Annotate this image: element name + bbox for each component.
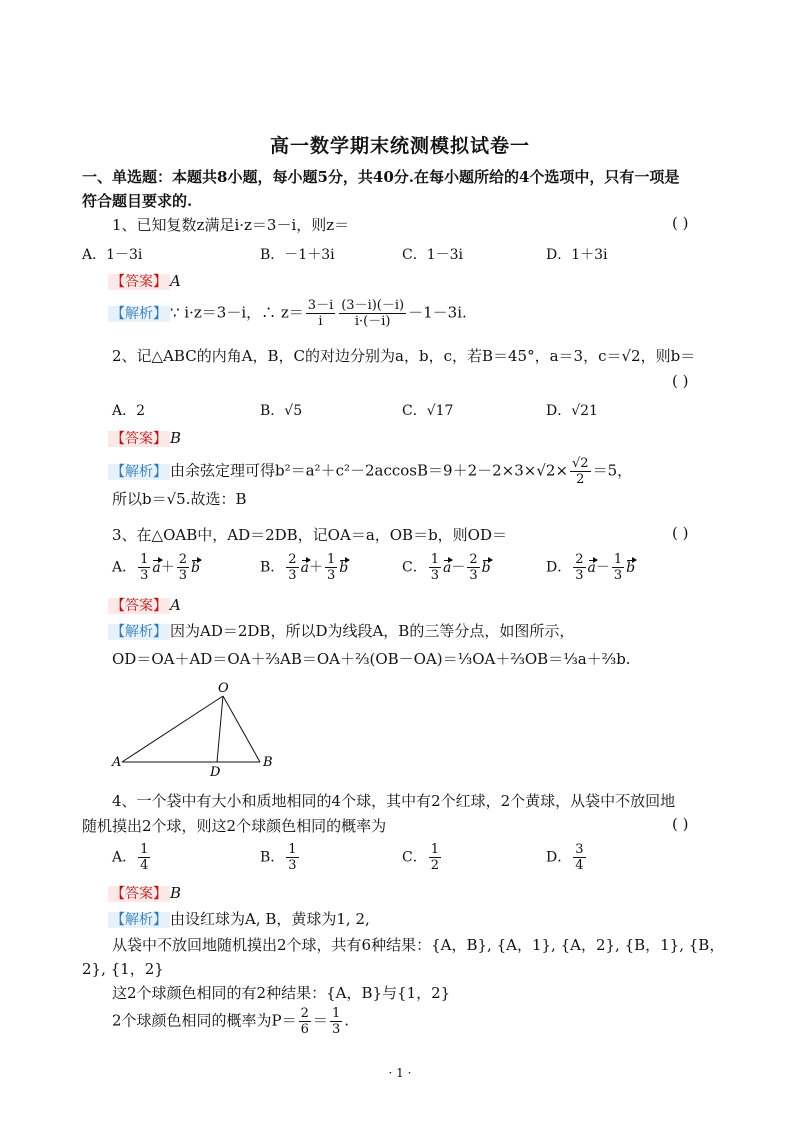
q3-c-v1: a — [443, 559, 452, 576]
q4-b-frac — [286, 842, 298, 873]
q1-analysis-pre: ∵ i·z＝3－i，∴ z＝ — [170, 303, 304, 322]
q1-option-c: C．1－3i — [402, 247, 464, 263]
q4-analysis-line5-pre: 2个球颜色相同的概率为P＝ — [112, 1011, 297, 1030]
q1-option-d: D．1＋3i — [546, 247, 608, 263]
q3-d-c2: 1 — [613, 552, 623, 567]
q3-stem — [112, 524, 507, 545]
q4-p-frac1 — [299, 1006, 311, 1037]
triangle-oab-figure — [110, 680, 290, 780]
q4-option-a-label: A． — [112, 849, 137, 866]
q3-a-d2: 3 — [178, 568, 188, 583]
q2-option-c: C．√17 — [402, 403, 454, 419]
q4-option-c-label: C． — [402, 849, 427, 866]
q3-b-d2: 3 — [326, 568, 336, 583]
analysis-tag: 【解析】 — [108, 624, 170, 640]
q1-answer-paren: ( ) — [672, 214, 689, 232]
q4-c-num: 1 — [430, 842, 439, 857]
answer-tag: 【答案】 — [108, 274, 170, 290]
q4-analysis-line5 — [112, 1006, 349, 1037]
q3-option-d — [546, 552, 635, 583]
q4-d-num: 3 — [575, 842, 584, 857]
label-b: B — [263, 755, 273, 770]
q4-answer: B — [170, 884, 182, 902]
q3-b-frac2 — [325, 552, 337, 583]
segment-ao — [122, 696, 223, 762]
q3-d-d1: 3 — [575, 568, 584, 583]
q3-c-frac1 — [429, 552, 441, 583]
section-heading-line2: 符合题目要求的. — [82, 192, 193, 210]
q3-d-v1: a — [587, 559, 596, 576]
q1-analysis-line — [108, 298, 467, 329]
q4-p-frac2 — [330, 1006, 342, 1037]
q4-d-frac — [573, 842, 585, 873]
q2-answer-paren: ( ) — [672, 372, 689, 390]
q3-c-d1: 3 — [430, 568, 439, 583]
q3-option-c-label: C． — [402, 559, 427, 576]
answer-tag: 【答案】 — [108, 598, 170, 614]
q4-d-den: 4 — [575, 858, 584, 873]
q4-c-den: 2 — [430, 858, 439, 873]
q1-frac1 — [306, 298, 335, 329]
q2-option-a: A．2 — [112, 403, 146, 419]
q1-analysis-post: －1－3i. — [408, 303, 467, 322]
section-heading-line1: 一、单选题：本题共8小题，每小题5分，共40分.在每小题所给的4个选项中，只有一项是 — [82, 168, 680, 186]
q2-analysis-line — [108, 456, 632, 487]
q4-p-eq: ＝ — [312, 1011, 328, 1030]
q3-d-c1: 2 — [575, 552, 584, 567]
q3-c-d2: 3 — [469, 568, 478, 583]
q2-analysis-line2: 所以b＝√5.故选：B — [112, 490, 247, 508]
q1-option-b: B．－1＋3i — [260, 247, 335, 263]
label-d: D — [210, 765, 221, 780]
q3-a-frac2 — [177, 552, 189, 583]
q4-analysis-line2: 从袋中不放回地随机摸出2个球，共有6种结果：{A，B}, {A，1}, {A，2}, {B，1}, {B， — [112, 936, 725, 954]
q2-frac-num: √2 — [572, 456, 589, 471]
q3-option-d-label: D． — [546, 559, 572, 576]
q4-analysis-text: 由设红球为A, B，黄球为1, 2, — [170, 910, 370, 928]
q3-option-a — [112, 552, 200, 583]
q1-answer-line — [108, 271, 181, 291]
q3-c-c1: 1 — [430, 552, 439, 567]
q3-d-frac1 — [573, 552, 585, 583]
q3-a-sign: ＋ — [160, 559, 175, 576]
q4-p-num2: 1 — [331, 1006, 341, 1021]
q2-analysis-post: ＝5， — [592, 461, 633, 480]
segment-ob — [223, 696, 260, 762]
q3-option-c — [402, 552, 491, 583]
q3-option-b-label: B． — [260, 559, 285, 576]
q4-analysis-line4: 这2个球颜色相同的有2种结果：{A，B}与{1，2} — [112, 984, 451, 1002]
q4-answer-line — [108, 883, 181, 903]
q3-answer-paren: ( ) — [672, 524, 689, 542]
q4-analysis-line1 — [108, 908, 370, 929]
q3-b-frac1 — [286, 552, 298, 583]
q4-option-c — [402, 842, 443, 873]
q3-c-sign: － — [451, 559, 466, 576]
q4-b-num: 1 — [288, 842, 297, 857]
q3-b-c1: 2 — [288, 552, 297, 567]
page-number: · 1 · — [388, 1066, 412, 1080]
label-o: O — [218, 681, 229, 696]
q3-c-frac2 — [467, 552, 479, 583]
q2-stem: 2、记△ABC的内角A，B，C的对边分别为a，b，c，若B＝45°，a＝3，c＝√2，则b＝ — [112, 347, 696, 365]
q4-analysis-line3: 2}, {1，2} — [82, 960, 164, 978]
q4-option-d — [546, 842, 588, 873]
q3-a-frac1 — [138, 552, 150, 583]
q4-p-den2: 3 — [331, 1022, 341, 1037]
q3-a-d1: 3 — [140, 568, 149, 583]
q3-b-sign: ＋ — [308, 559, 323, 576]
q3-d-frac2 — [612, 552, 624, 583]
q3-d-sign: － — [595, 559, 610, 576]
analysis-tag: 【解析】 — [108, 306, 170, 322]
q4-option-b — [260, 842, 301, 873]
q4-c-frac — [429, 842, 441, 873]
q2-option-b: B．√5 — [260, 403, 303, 419]
q4-stem-line2: 随机摸出2个球，则这2个球颜色相同的概率为 — [82, 817, 387, 835]
q1-answer: A — [170, 272, 181, 290]
q1-frac2 — [339, 298, 406, 329]
segment-od — [217, 696, 223, 762]
q3-c-v2: b — [481, 559, 491, 576]
q2-frac-den: 2 — [576, 472, 585, 487]
answer-tag: 【答案】 — [108, 431, 170, 447]
q4-p-end: . — [344, 1011, 349, 1030]
q4-a-num: 1 — [140, 842, 149, 857]
q4-option-a — [112, 842, 152, 873]
q1-frac2-den: i·(－i) — [354, 314, 391, 329]
q4-p-den1: 6 — [300, 1022, 309, 1037]
q2-answer: B — [170, 429, 182, 447]
q4-option-b-label: B． — [260, 849, 285, 866]
q1-option-a: A．1－3i — [82, 247, 143, 263]
q3-answer: A — [170, 596, 181, 614]
q3-b-d1: 3 — [288, 568, 297, 583]
q3-answer-line — [108, 595, 181, 615]
analysis-tag: 【解析】 — [108, 464, 170, 480]
q3-b-c2: 1 — [326, 552, 336, 567]
answer-tag: 【答案】 — [108, 886, 170, 902]
q4-b-den: 3 — [288, 858, 297, 873]
q3-a-c1: 1 — [140, 552, 149, 567]
q2-analysis-pre: 由余弦定理可得b²＝a²＋c²－2accosB＝9＋2－2×3×√2× — [170, 461, 569, 480]
q3-analysis-line1 — [108, 620, 574, 641]
q3-a-v1: a — [152, 559, 161, 576]
q3-d-v2: b — [626, 559, 636, 576]
page-title: 高一数学期末统测模拟试卷一 — [269, 135, 530, 157]
q3-b-v2: b — [339, 559, 349, 576]
q4-stem-line1: 4、一个袋中有大小和质地相同的4个球，其中有2个红球，2个黄球，从袋中不放回地 — [112, 792, 676, 810]
q2-frac — [570, 456, 591, 487]
label-a: A — [112, 755, 122, 770]
q3-analysis-line2: OD＝OA＋AD＝OA＋⅔AB＝OA＋⅔(OB－OA)＝⅓OA＋⅔OB＝⅓a＋⅔b. — [112, 650, 631, 668]
q2-answer-line — [108, 428, 181, 448]
q3-b-v1: a — [300, 559, 309, 576]
q3-c-c2: 2 — [469, 552, 478, 567]
q4-a-den: 4 — [140, 858, 149, 873]
q4-p-num1: 2 — [300, 1006, 309, 1021]
q3-a-c2: 2 — [178, 552, 188, 567]
q3-option-b — [260, 552, 348, 583]
q3-option-a-label: A． — [112, 559, 137, 576]
q3-a-v2: b — [191, 559, 201, 576]
q1-frac1-den: i — [318, 314, 323, 329]
q4-a-frac — [138, 842, 150, 873]
q1-frac1-num: 3－i — [307, 298, 334, 313]
q4-answer-paren: ( ) — [672, 815, 689, 833]
q4-option-d-label: D． — [546, 849, 572, 866]
q2-option-d: D．√21 — [546, 403, 598, 419]
q3-d-d2: 3 — [613, 568, 623, 583]
analysis-tag: 【解析】 — [108, 912, 170, 928]
q1-stem: 1、已知复数z满足i·z＝3－i，则z＝ — [112, 216, 350, 234]
q3-analysis-text: 因为AD＝2DB，所以D为线段A，B的三等分点，如图所示， — [170, 622, 575, 640]
q3-stem-pre: 3、在△OAB中， — [112, 526, 228, 544]
q3-stem-mid: AD＝2DB，记OA＝a，OB＝b，则OD＝ — [227, 526, 508, 544]
q1-frac2-num: (3－i)(－i) — [341, 298, 405, 313]
